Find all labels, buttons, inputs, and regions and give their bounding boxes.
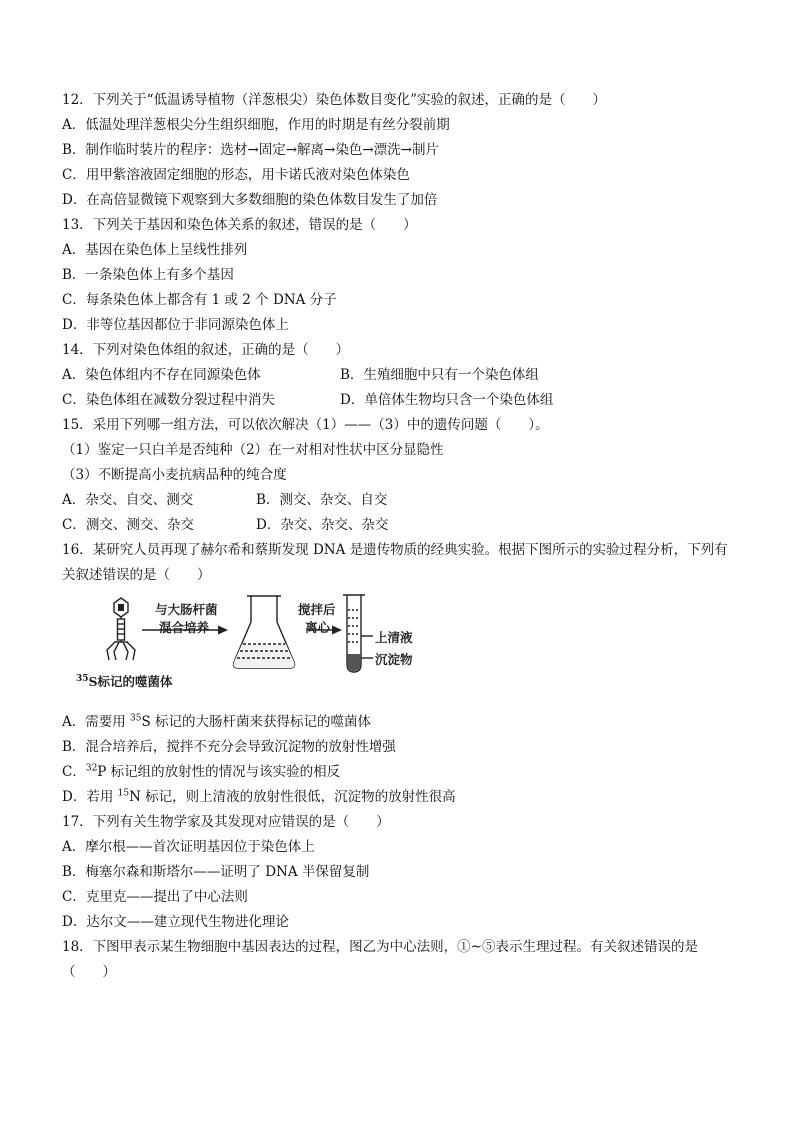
exam-page <box>62 88 742 985</box>
q16-option-a[interactable] <box>62 710 742 735</box>
arrow-2-label-line-1: 搅拌后 <box>298 602 336 617</box>
question-16-stem: 16．某研究人员再现了赫尔希和蔡斯发现 DNA 是遗传物质的经典实验。根据下图所示的实验过程分析，下列有关叙述错误的是（ ） <box>62 542 728 583</box>
q16-option-a-isotope: 35 <box>130 713 142 724</box>
q16-option-d[interactable] <box>62 785 742 810</box>
sediment-label: 沉淀物 <box>375 652 413 667</box>
arrow-1-label-line-1: 与大肠杆菌 <box>155 602 218 617</box>
q13-option-b[interactable]: B．一条染色体上有多个基因 <box>62 267 234 283</box>
phage-label <box>76 672 173 690</box>
phage-label-isotope: 35 <box>76 673 89 684</box>
q13-option-d[interactable]: D．非等位基因都位于非同源染色体上 <box>62 317 289 333</box>
question-15-stem: 15．采用下列哪一组方法，可以依次解决（1）——（3）中的遗传问题（ ）。 <box>62 417 549 433</box>
q13-option-c[interactable]: C．每条染色体上都含有 1 或 2 个 DNA 分子 <box>62 292 337 308</box>
q14-option-c[interactable]: C．染色体组在减数分裂过程中消失 <box>62 392 275 408</box>
supernatant-label: 上清液 <box>375 630 413 645</box>
q12-option-a[interactable]: A．低温处理洋葱根尖分生组织细胞，作用的时期是有丝分裂前期 <box>62 117 450 133</box>
test-tube-icon <box>343 595 373 672</box>
question-17-stem: 17．下列有关生物学家及其发现对应错误的是（ ） <box>62 814 390 830</box>
q14-options-row-1 <box>62 363 742 388</box>
q16-option-c-isotope: 32 <box>85 763 98 774</box>
q14-option-a[interactable]: A．染色体组内不存在同源染色体 <box>62 367 261 383</box>
q15-option-c[interactable]: C．测交、测交、杂交 <box>62 517 194 533</box>
question-18-stem-continued: （ ） <box>62 964 116 980</box>
q15-subquestion-3: （3）不断提高小麦抗病品种的纯合度 <box>62 467 287 483</box>
question-14-stem: 14．下列对染色体组的叙述，正确的是（ ） <box>62 342 350 358</box>
q12-option-d[interactable]: D．在高倍显微镜下观察到大多数细胞的染色体数目发生了加倍 <box>62 192 438 208</box>
arrow-2-label-line-2: 离心 <box>305 620 331 635</box>
q16-option-d-prefix: D．若用 <box>62 789 118 805</box>
q14-option-d[interactable]: D．单倍体生物均只含一个染色体组 <box>340 392 554 408</box>
q15-option-b[interactable]: B．测交、杂交、自交 <box>256 492 388 508</box>
q15-option-d[interactable]: D．杂交、杂交、杂交 <box>256 517 389 533</box>
q14-option-b[interactable]: B．生殖细胞中只有一个染色体组 <box>340 367 539 383</box>
phage-icon <box>107 598 135 660</box>
q15-options-row-2 <box>62 513 742 538</box>
q12-option-c[interactable]: C．用甲紫溶液固定细胞的形态，用卡诺氏液对染色体染色 <box>62 167 410 183</box>
question-13-stem: 13．下列关于基因和染色体关系的叙述，错误的是（ ） <box>62 217 417 233</box>
q16-option-a-text: S 标记的大肠杆菌来获得标记的噬菌体 <box>141 714 372 730</box>
phage-label-text: S标记的噬菌体 <box>88 674 173 689</box>
question-12-stem: 12．下列关于“低温诱导植物（洋葱根尖）染色体数目变化”实验的叙述，正确的是（ ） <box>62 92 606 108</box>
q17-option-c[interactable]: C．克里克——提出了中心法则 <box>62 889 248 905</box>
q15-option-a[interactable]: A．杂交、自交、测交 <box>62 492 194 508</box>
q16-option-d-text: N 标记，则上清液的放射性很低，沉淀物的放射性很高 <box>129 789 456 805</box>
q15-options-row-1 <box>62 488 742 513</box>
q17-option-d[interactable]: D．达尔文——建立现代生物进化理论 <box>62 914 289 930</box>
q14-options-row-2 <box>62 388 742 413</box>
experiment-figure <box>62 592 742 704</box>
q15-subquestions-1-2: （1）鉴定一只白羊是否纯种（2）在一对相对性状中区分显隐性 <box>62 442 444 458</box>
q12-option-b[interactable]: B．制作临时装片的程序：选材→固定→解离→染色→漂洗→制片 <box>62 142 439 158</box>
flask-icon <box>234 596 295 668</box>
q16-option-c[interactable] <box>62 760 742 785</box>
arrow-1-label-line-2: 混合培养 <box>159 620 210 635</box>
q16-option-d-isotope: 15 <box>117 788 130 799</box>
q16-option-c-text: P 标记组的放射性的情况与该实验的相反 <box>97 764 341 780</box>
question-18-stem: 18．下图甲表示某生物细胞中基因表达的过程，图乙为中心法则，①~⑤表示生理过程。有关叙述错误的是 <box>62 939 698 955</box>
q16-option-c-prefix: C． <box>62 764 86 780</box>
q13-option-a[interactable]: A．基因在染色体上呈线性排列 <box>62 242 248 258</box>
q17-option-a[interactable]: A．摩尔根——首次证明基因位于染色体上 <box>62 839 315 855</box>
q17-option-b[interactable]: B．梅塞尔森和斯塔尔——证明了 DNA 半保留复制 <box>62 864 370 880</box>
q16-option-b[interactable]: B．混合培养后，搅拌不充分会导致沉淀物的放射性增强 <box>62 739 396 755</box>
q16-option-a-prefix: A．需要用 <box>62 714 131 730</box>
